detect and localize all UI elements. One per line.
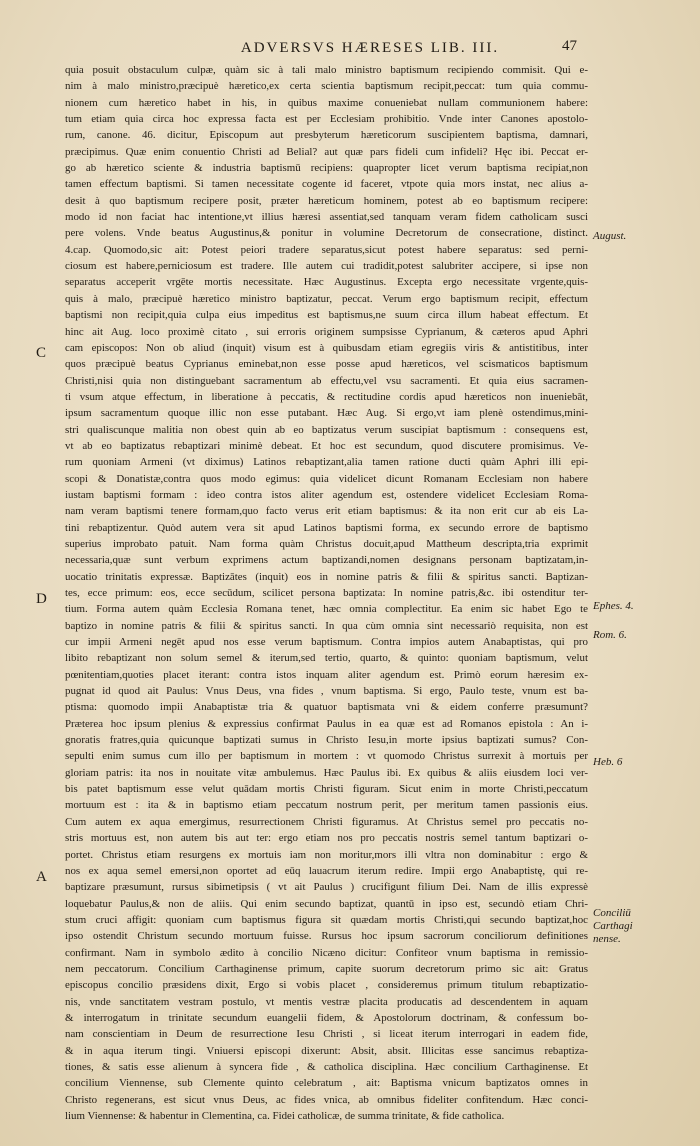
text-line: præcipimus. Quæ enim conuentio Christi ad Belial? aut quæ pars fideli cum infideli? Hęc ibi. Peccat er- [65, 145, 588, 158]
page-number: 47 [562, 38, 577, 54]
text-line: ipsum sacramentum quoque illic non esse putabant. Hæc Aug. Si ergo,vt iam plenè ostendimus,mini- [65, 407, 588, 420]
margin-letter-a: A [36, 869, 47, 885]
text-line: concilium Viennense, sub Clemente quinto celebratum , ait: Baptisma vnicum baptizatos omnes in [65, 1077, 588, 1090]
text-line: Cum autem ex aqua emergimus, resurrectionem Christi figuramus. At Christus semel pro peccatis no- [65, 815, 588, 828]
margin-note-heb: Heb. 6 [593, 756, 623, 768]
text-line: lium Viennense: & habentur in Clementina, ca. Fidei catholicæ, de summa trinitate, & fide catholica. [65, 1110, 505, 1122]
text-line: stris mortuus est, non autem bis aut ter: ergo etiam nos pro peccatis nostris semel tantum baptizari o- [65, 832, 588, 845]
text-line: hinc ait Aug. loco proximè citato , sui erroris originem sumpsisse Cyprianum, & cæteros apud Aphri [65, 325, 588, 338]
text-line: quis à malo, præcipuè hæretico ministro baptizatur, peccat. Verum ergo baptismum recipit, effectum [65, 292, 588, 305]
text-line: tini rebaptizentur. Quòd autem vera sit apud Latinos baptismi forma, ex secundo errore de baptismo [65, 521, 588, 534]
text-line: pere volens. Vnde beatus Augustinus,& ponitur in volumine Decretorum de consecratione, distinct. [65, 227, 588, 240]
text-line: desit à quo baptismum recipere posit, præter hæreticum hominem, potest ab eo baptismum recipere: [65, 194, 588, 207]
text-line: nem peccatorum. Concilium Carthaginense primum, capite suorum decretorum primo sic ait: Gratus [65, 962, 588, 975]
text-line: tiones, & satis esse alienum à syncera fide , & catholica disciplina. Hæc concilium Carthaginense. Et [65, 1060, 588, 1073]
text-line: nionem cum hæretico habet in his, in quibus maxime conueniebat nullam communionem habere: [65, 96, 588, 109]
text-line: pœnitentiam,quoties placet iterant: contra istos inquam aliter agendum est. Primò eorum hæresim ex- [65, 668, 588, 681]
text-line: ciosum est habere,perniciosum est tradere. Ille autem cui tradidit,potest salubriter accipere, si ipse non [65, 260, 588, 273]
text-line: nis, vnde sanctitatem vestram postulo, vt mentis vestræ placita producatis ad descendentem in aquam [65, 995, 588, 1008]
text-line: bis patet baptismum esse velut quādam mortis Christi figuram. Sicut enim in morte Christi,peccatum [65, 783, 588, 796]
text-line: stum cruci affigit: quoniam cum baptismus figura sit quædam mortis Christi,qui secundo baptizat,hoc [65, 913, 588, 926]
text-line: gloriam patris: ita nos in nouitate vitæ ambulemus. Hæc Paulus ibi. Ex quibus & aliis eiusdem loci ver- [65, 766, 588, 779]
text-line: superius improbato patuit. Nam forma quàm Christus docuit,apud Mattheum descripta,tria exprimit [65, 537, 588, 550]
text-line: quia posuit obstaculum culpæ, quàm sic à tali malo ministro baptismum recipiendo commisit. Qui e- [65, 64, 588, 76]
text-line: Christi,nisi quia non distinguebant sacramentum ab effectu,vel vsu sacramenti. Et quia eius sacramen- [65, 374, 588, 387]
text-line: rum quoniam Armeni (vt diximus) Latinos rebaptizant,alia tamen ratione ducti quàm Aphri illi epi- [65, 456, 588, 469]
text-line: gnoratis fratres,quia quicunque baptizati sumus in Christo Iesu,in morte ipsius baptizati sumus? Con- [65, 734, 588, 747]
text-line: cur impii Armeni negēt apud nos esse verum baptismum. Contra impios autem Anabaptistas, qui pro [65, 636, 588, 649]
text-line: necessaria,quæ sunt verbum exprimens actum baptizandi,nomen designans personam baptizatam,in- [65, 554, 588, 567]
text-line: modo id non faciat hac intentione,vt illius hæresi assentiat,sed tanquam veram fidem catholicam susci [65, 211, 588, 224]
margin-note-ephes: Ephes. 4. [593, 600, 634, 612]
text-line: scopi & Donatistæ,contra quos modo egimus: quia videlicet dicunt Romanam Ecclesiam non habere [65, 472, 588, 485]
text-line: & in aqua iterum tingi. Vniuersi episcopi dixerunt: Absit, absit. Illicitas esse sancimus rebaptiza- [65, 1044, 588, 1057]
text-line: nim à malo ministro,præcipuè hæretico,ex certa scientia baptismum recipit,peccat: tum quia commu- [65, 80, 588, 93]
text-line: baptizare præsumunt, rursus sibimetipsis ( vt ait Paulus ) crucifigunt filium Dei. Nam de illis expressè [65, 881, 588, 894]
text-line: sepulti enim sumus cum illo per baptismum in mortem : vt quomodo Christus surrexit à mortuis per [65, 750, 588, 763]
text-line: episcopus concilio præsidens dixit, Ergo si vobis placet , consideremus primum titulum rebaptizatio- [65, 979, 588, 992]
text-line: baptizo in nomine patris & filii & spiritus sancti. In qua cùm omnia sint necessariò requisita, non est [65, 619, 588, 632]
text-line: Christo regenerans, est sicut vnus Deus, ac fides vnica, ab omnibus fideliter confitendum. Hæc conci- [65, 1093, 588, 1106]
text-line: baptismi non recipit,quia culpa eius impeditus est baptismus,ne suum circa illum habeat effectum. Et [65, 309, 588, 322]
body-text [65, 62, 588, 1124]
text-line: confirmant. Nam in symbolo ædito à concilio Nicæno dicitur: Confiteor vnum baptisma in remissio- [65, 946, 588, 959]
text-line: mortuum est : ita & in baptismo etiam peccatum nostrum perit, per meritum tamen passionis eius. [65, 799, 588, 812]
text-line: tium. Forma autem quàm Ecclesia Romana tenet, hæc omnia complectitur. Ea enim sic habet Ego te [65, 603, 588, 616]
text-line: loquebatur Paulus,& non de aliis. Qui enim secundo baptizat, quantū in ipso est, secundò etiam Chri- [65, 897, 588, 910]
text-line: uocatio trinitatis expressæ. Baptizātes (inquit) eos in nomine patris & filii & spiritus sancti. Baptizan- [65, 570, 588, 583]
margin-note-august: August. [593, 230, 627, 242]
text-line: ipso ostendit Christum secundo mortuum fuisse. Rursus hoc ipsum sacrorum conciliorum definitiones [65, 930, 588, 943]
margin-note-rom: Rom. 6. [593, 629, 627, 641]
text-line: ptisma: quomodo impii Anabaptistæ tria & quatuor baptismata vni & eidem conferre præsumunt? [65, 701, 588, 714]
text-line: tum etiam quia circa hoc expressa facta est per Ecclesiam prohibitio. Vnde inter Canones apostolo- [65, 113, 588, 126]
text-line: iustam baptismi formam : ideo contra istos aliter agendum est, ostendere videlicet Ecclesiam Roma- [65, 488, 588, 501]
text-line: portet. Christus etiam resurgens ex mortuis iam non moritur,mors illi vltra non dominabitur : ergo & [65, 848, 588, 861]
text-line: quos præcipuè beatus Cyprianus eminebat,non esse posse apud hæreticos, vel scismaticos baptismum [65, 358, 588, 371]
text-line: vt ab eo baptizatus rebaptizari minimè debeat. Et hoc est secundum, quod discutere promisimus. Ve- [65, 439, 588, 452]
text-line: rum, canone. 46. dicitur, Episcopum aut presbyterum hæreticorum suscipientem baptisma, damnari, [65, 129, 588, 142]
text-line: libito rebaptizant non solum semel & iterum,sed tertio, quarto, & quinto: quoniam baptismum, velut [65, 652, 588, 665]
text-line: Præterea hoc ipsum plenius & expressius confirmat Paulus in ea quæ est ad Romanos epistola : An i- [65, 717, 588, 730]
text-line: 4.cap. Quomodo,sic ait: Potest peiori tradere separatus,sicut potest habere separatus: sed perni- [65, 243, 588, 256]
running-head: ADVERSVS HÆRESES LIB. III. [240, 40, 500, 56]
text-line: cam episcopos: Non ob aliud (inquit) visum est à quibusdam etiam egregiis viris & antistitibus, inter [65, 341, 588, 354]
margin-note-concilium: Conciliū Carthagi nense. [593, 907, 633, 945]
text-line: go ab hæretico sciente & industria baptismū recipiens: quapropter licet verum baptisma recipiat,non [65, 162, 588, 175]
margin-letter-c: C [36, 345, 47, 361]
text-line: nam conscientiam in Deum de resurrectione Iesu Christi , si liceat iterum interrogari in eadem fide, [65, 1028, 588, 1041]
text-line: stri qualiscunque malitia non obest quin ab eo baptizatus verum suscipiat baptismum : consequens est, [65, 423, 588, 436]
text-line: ti vsum atque effectum, in liberatione à peccatis, & rectitudine cordis apud hæreticos non inueniebāt, [65, 390, 588, 403]
margin-letter-d: D [36, 591, 47, 607]
text-line: nam veram baptismi tenere formam,quo facto verus erit etiam baptismus: & ita non erit cur ab eis La- [65, 505, 588, 518]
text-line: nos ex aqua semel emersi,non oportet ad eūq lauacrum iterum redire. Impii ergo Anabaptistę, qui re- [65, 864, 588, 877]
text-line: pugnat id quod ait Paulus: Vnus Deus, vna fides , vnum baptisma. Si ergo, Paulo teste, vnum est ba- [65, 685, 588, 698]
text-line: tes, ecce primum: eos, ecce secūdum, scilicet persona baptizata: In nomine patris,&c. ibi ostenditur ter- [65, 587, 588, 599]
text-line: separatus acceperit vrgēte mortis necessitate. Hæc Augustinus. Excepta ergo necessitate vrgente,quis- [65, 276, 588, 289]
text-line: tamen effectum baptismi. Si tamen necessitate cogente id faceret, vtpote quia mors instat, nec alius a- [65, 178, 588, 191]
text-line: & interrogatum in trinitate secundum euangelii fidem, & Apostolorum doctrinam, & confessum bo- [65, 1011, 588, 1024]
